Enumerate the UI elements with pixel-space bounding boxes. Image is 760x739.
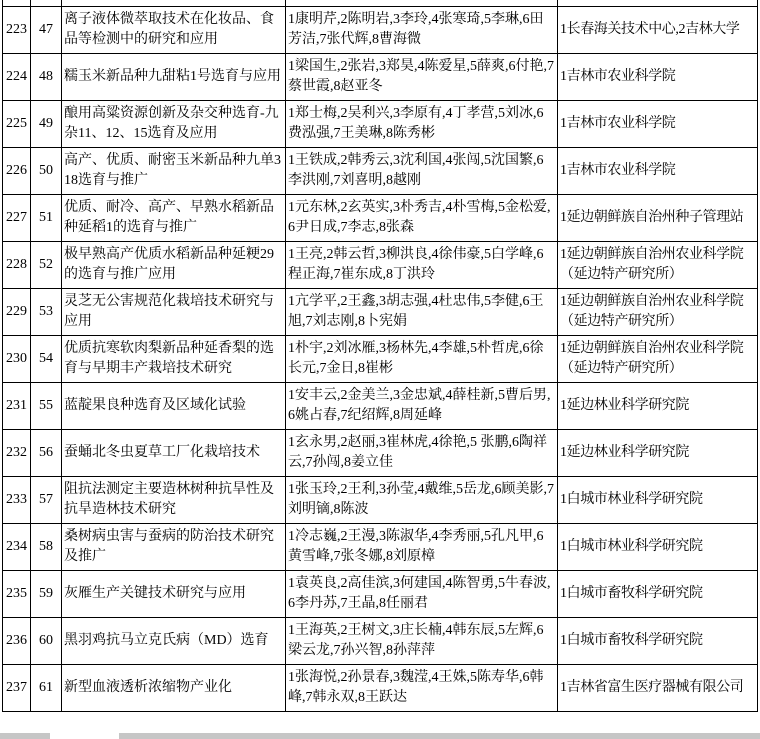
cell-people: 1玄永男,2赵丽,3崔林虎,4徐艳,5 张鹏,6陶祥云,7孙闯,8姜立佳 (286, 429, 558, 476)
table-row (3, 53, 758, 100)
cell-rank: 50 (31, 147, 62, 194)
cell-org: 1吉林市农业科学院 (558, 147, 758, 194)
cell-title: 优质、耐冷、高产、早熟水稻新品种延稻1的选育与推广 (62, 194, 286, 241)
cell-people: 1康明芹,2陈明岩,3李玲,4张寒琦,5李琳,6田芳洁,7张代辉,8曹海微 (286, 6, 558, 53)
cell-org: 1白城市林业科学研究院 (558, 523, 758, 570)
cell-rank: 58 (31, 523, 62, 570)
cell-people: 1冷志巍,2王漫,3陈淑华,4李秀丽,5孔凡甲,6黄雪峰,7张冬娜,8刘原樟 (286, 523, 558, 570)
cell-rank: 60 (31, 617, 62, 664)
cell-seq: 235 (3, 570, 31, 617)
cell-rank: 51 (31, 194, 62, 241)
cell-people: 1亢学平,2王鑫,3胡志强,4杜忠伟,5李健,6王旭,7刘志刚,8卜宪娟 (286, 288, 558, 335)
cell-seq: 227 (3, 194, 31, 241)
cell-title: 阻抗法测定主要造林树种抗旱性及抗旱造林技术研究 (62, 476, 286, 523)
cell-org: 1白城市林业科学研究院 (558, 476, 758, 523)
cell-rank: 47 (31, 6, 62, 53)
cell-title: 高产、优质、耐密玉米新品种九单318选育与推广 (62, 147, 286, 194)
table-row (3, 288, 758, 335)
cell-people: 1元东林,2玄英实,3朴秀吉,4朴雪梅,5金松爱,6尹日成,7李志,8张森 (286, 194, 558, 241)
cell-people: 1郑士梅,2吴利兴,3李原有,4丁孝营,5刘冰,6费泓强,7王美琳,8陈秀彬 (286, 100, 558, 147)
cell-people: 1王亮,2韩云哲,3柳洪良,4徐伟豪,5白学峰,6程正海,7崔东成,8丁洪玲 (286, 241, 558, 288)
cell-org: 1延边林业科学研究院 (558, 429, 758, 476)
table-row (3, 476, 758, 523)
cell-seq: 230 (3, 335, 31, 382)
cell-rank: 57 (31, 476, 62, 523)
cell-seq: 237 (3, 664, 31, 711)
cell-seq: 223 (3, 6, 31, 53)
cell-rank: 48 (31, 53, 62, 100)
cell-rank: 53 (31, 288, 62, 335)
cell-people: 1张海悦,2孙景春,3魏滢,4王姝,5陈寿华,6韩峰,7韩永双,8王跃达 (286, 664, 558, 711)
cell-rank: 55 (31, 382, 62, 429)
table-row (3, 570, 758, 617)
cell-seq: 226 (3, 147, 31, 194)
cell-org: 1延边朝鲜族自治州农业科学院（延边特产研究所） (558, 241, 758, 288)
cell-title: 离子液体微萃取技术在化妆品、食品等检测中的研究和应用 (62, 6, 286, 53)
cell-title: 优质抗寒软肉梨新品种延香梨的选育与早期丰产栽培技术研究 (62, 335, 286, 382)
cell-org: 1长春海关技术中心,2吉林大学 (558, 6, 758, 53)
cell-people: 1王铁成,2韩秀云,3沈利国,4张闯,5沈国繁,6李洪刚,7刘喜明,8越刚 (286, 147, 558, 194)
table-row (3, 194, 758, 241)
cell-org: 1吉林省富生医疗器械有限公司 (558, 664, 758, 711)
cell-seq: 236 (3, 617, 31, 664)
cell-rank: 56 (31, 429, 62, 476)
cell-org: 1吉林市农业科学院 (558, 53, 758, 100)
cell-people: 1王海英,2王树文,3庄长楠,4韩东辰,5左辉,6梁云龙,7孙兴智,8孙萍萍 (286, 617, 558, 664)
cell-people: 1袁英良,2高佳滨,3何建国,4陈智勇,5牛春波,6李丹苏,7王晶,8任丽君 (286, 570, 558, 617)
horizontal-scrollbar[interactable] (0, 733, 760, 739)
table-row (3, 100, 758, 147)
table-row (3, 523, 758, 570)
cell-title: 蚕蛹北冬虫夏草工厂化栽培技术 (62, 429, 286, 476)
cell-title: 糯玉米新品种九甜粘1号选育与应用 (62, 53, 286, 100)
table-row (3, 429, 758, 476)
cell-seq: 231 (3, 382, 31, 429)
cell-rank: 49 (31, 100, 62, 147)
cell-org: 1延边朝鲜族自治州农业科学院（延边特产研究所） (558, 288, 758, 335)
cell-title: 灰雁生产关键技术研究与应用 (62, 570, 286, 617)
cell-org: 1延边朝鲜族自治州种子管理站 (558, 194, 758, 241)
table-row (3, 335, 758, 382)
cell-org: 1延边林业科学研究院 (558, 382, 758, 429)
projects-table (2, 0, 758, 712)
cell-org: 1白城市畜牧科学研究院 (558, 617, 758, 664)
cell-people: 1张玉玲,2王利,3孙莹,4戴维,5岳龙,6顾美影,7刘明镝,8陈波 (286, 476, 558, 523)
cell-people: 1安丰云,2金美兰,3金忠斌,4薛桂新,5曹后男,6姚占春,7纪绍辉,8周延峰 (286, 382, 558, 429)
table-row (3, 241, 758, 288)
table-row (3, 147, 758, 194)
cell-title: 新型血液透析浓缩物产业化 (62, 664, 286, 711)
cell-rank: 61 (31, 664, 62, 711)
cell-rank: 59 (31, 570, 62, 617)
projects-table-body (3, 0, 758, 711)
cell-rank: 52 (31, 241, 62, 288)
table-row (3, 617, 758, 664)
cell-seq: 234 (3, 523, 31, 570)
cell-rank: 54 (31, 335, 62, 382)
cell-seq: 224 (3, 53, 31, 100)
cell-title: 极早熟高产优质水稻新品种延粳29的选育与推广应用 (62, 241, 286, 288)
cell-seq: 229 (3, 288, 31, 335)
cell-title: 灵芝无公害规范化栽培技术研究与应用 (62, 288, 286, 335)
cell-org: 1吉林市农业科学院 (558, 100, 758, 147)
scrollbar-gap (50, 733, 119, 739)
cell-people: 1朴宇,2刘冰雁,3杨林先,4李雄,5朴哲虎,6徐长元,7金日,8崔彬 (286, 335, 558, 382)
cell-seq: 233 (3, 476, 31, 523)
cell-seq: 228 (3, 241, 31, 288)
table-row (3, 382, 758, 429)
cell-title: 桑树病虫害与蚕病的防治技术研究及推广 (62, 523, 286, 570)
cell-org: 1延边朝鲜族自治州农业科学院（延边特产研究所） (558, 335, 758, 382)
cell-title: 黑羽鸡抗马立克氏病（MD）选育 (62, 617, 286, 664)
cell-title: 酿用高粱资源创新及杂交种选育-九杂11、12、15选育及应用 (62, 100, 286, 147)
cell-title: 蓝靛果良种选育及区域化试验 (62, 382, 286, 429)
cell-seq: 232 (3, 429, 31, 476)
cell-seq: 225 (3, 100, 31, 147)
table-row (3, 664, 758, 711)
cell-org: 1白城市畜牧科学研究院 (558, 570, 758, 617)
table-row (3, 6, 758, 53)
cell-people: 1梁国生,2张岩,3郑昊,4陈爱星,5薛爽,6付艳,7蔡世霞,8赵亚冬 (286, 53, 558, 100)
